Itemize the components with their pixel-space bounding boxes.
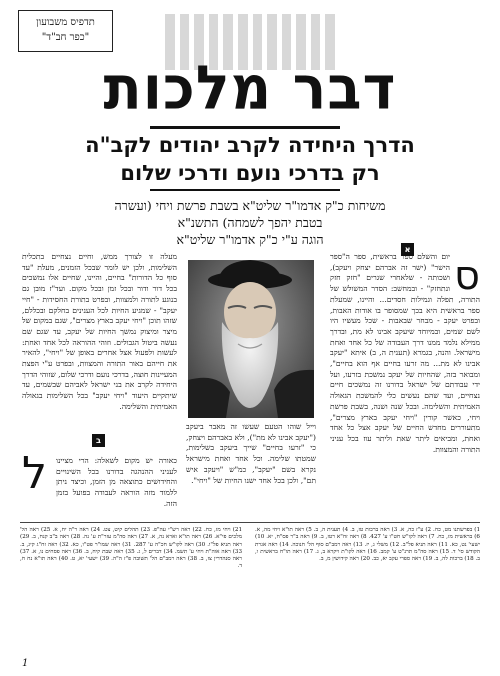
- drop-cap-right: ס: [454, 253, 480, 299]
- subtitle-2: רק בדרכי נועם ודרכי שלום: [120, 161, 380, 185]
- article-text-right: יום והשלם ספר בראשית, ספר ה"ספר הישר" (ישר זה אברהם יצחק ויעקב), ושכותה - שלאחרי שגרים "חזק חזק ונתחזק" - ובמחשב: הסדר המשולש של התורה, תפלה וגמילות חסדים... והיינו, שמעלת ספר בראשית היא בכך שמסופר בו אודות האבות, ובפרט יעקב - מבחר שבאבות - שכל מעשיו היו לשם שמים, ובמיוחד שיעקב אבינו לא מת, ובדרך ממילא נלמד ממנו דרך העבודה של כל אחד ואחת מישראל. והנה, בגמרא (תענית ה, ב) איתא "יעקב אבינו לא מת... מה זרעו בחיים אף הוא בחיים", ומבואר בזה, שהחיות של יעקב נמשכת בזרעו, ועל ידי עבודתם של ישראל בדורנו זה נמשכים חיים נצחיים, ועד שהם נעשים כלי להמשכת הגאולה האמיתית והשלימה. ובכל שנה ושנה, בשבת פרשת ויחי, כאשר קורין "ויחי יעקב בארץ מצרים", מתעוררים מחדש החיים של יעקב אצל כל אחד ואחת, ומביאים ליתר שאת וליתר עוז בכל עניני התורה והמצוות.: [330, 252, 480, 454]
- masthead-title: דבר מלכות: [103, 53, 397, 124]
- footnote-rule: [20, 522, 480, 523]
- source-line-3: הוגה ע"י כ"ק אדמו"ר שליט"א: [176, 232, 324, 247]
- article-column-right: [330, 252, 480, 522]
- subtitle-1: הדרך היחידה לקרב יהודים לקב"ה: [85, 133, 415, 157]
- reprint-line-2: "כפר חב"ד": [41, 32, 90, 43]
- source-line-1: משיחות כ"ק אדמו"ר שליט"א בשבת פרשת ויחי (ועשרה: [114, 198, 386, 213]
- article-text-left-2: כאורה יש מקום לשאלה: הרי מציינו לעניני ההנהגה בדורנו בכל השינויים והחידושים כתוצאה מן הזמן, וכיצד ניתן ללמוד מזה הוראה לעבודה בפועל בזמן הזה.: [56, 456, 177, 508]
- reprint-notice: [18, 10, 113, 52]
- rebbe-photo: [188, 260, 314, 418]
- subtitle-rule: [150, 189, 340, 191]
- reprint-line-1: תדפיס משבועון: [36, 17, 95, 28]
- drop-cap-left: ל: [22, 448, 48, 499]
- section-marker-a: א: [401, 243, 414, 256]
- source-line-2: בטבת יהפך לשמחה) התשנ"א: [177, 215, 323, 230]
- title-rule: [150, 126, 340, 129]
- article-column-middle: [186, 422, 316, 514]
- footnotes-left: 21) ויחי מז, כח. 22) ראה רש"י עה"פ. 23) תהלים קיט, צט. 24) ראה ר"ה יח, א. 25) ראה הל' מלכים פי"א. 26) ראה תו"א וארא נה, א. 27) ראה סה"מ עזר"ת ע' נה. 28) ראה ב"ב קנח, ב. 29) ראה תניא פל"ו. 30) ראה לקו"ש חכ"ה ע' 287. 31) ראה שמו"ר פט"ו, כא. 32) ראה זח"ג קיג, ב. 33) ראה אוה"ת ויחי ע' תשמ. 34) דברים ל, ג. 35) ראה שבת קיח, ב. 36) ראה פסחים נו, א. 37) ראה סנהדרין צז, ב. 38) ראה רמב"ם הל' תשובה פ"ז ה"ה. 39) ישעי' יא, ט. 40) ראה תו"א נח ח, ד.: [20, 527, 242, 570]
- page-number: 1: [22, 658, 29, 669]
- section-marker-b: ב: [92, 434, 105, 447]
- article-text-left: מעלה זו לצורך ממש, וחיים נצחיים בתכלית השלימות, ולכן יש לומר שבכל הזמנים, מעלת "עד סוף כל הדורות" בחיים, והיינו, שחיים אלו נמשכים בכל דור ודור ובכל זמן ובכל מקום. ועד"ז מובן גם בנוגע לתורה ולמצוות, ובפרט בתורת החסידות - "חיי יעקב" - שמגיע החיות לכל הענינים בחלקם ובכללם, שזהו תוכן "ויחי יעקב בארץ מצרים", שגם במקום של מיצר ומיצוק נמשך החיות של יעקב, עד שגם שם נעשה ביטול הגבולים. וזוהי ההוראה לכל אחד ואחת: לעשות ולפעול אצל אחרים באופן של "ויחי", להאיר את חייהם באור התורה והמצוות, ובפרט ע"י הפצת המעיינות חוצה, בדרכי נועם ודרכי שלום, שזוהי הדרך היחידה לקרב את בני ישראל לאביהם שבשמים, עד שיתקיים היעוד "ויחי יעקב" בכל השלימות בגאולה האמיתית והשלימה.: [22, 252, 177, 411]
- footnotes-right: 1) בפרשתנו מט, כח. 2) ע"ז כה, א. 3) ראה ברכות טז, ב. 4) תענית ה, ב. 5) ראה תו"א ויחי מה, א. 6) בראשית מז, כח. 7) ראה לקו"ש חט"ו ע' 427. 8) ראה זח"א רטז, ב. 9) ראה ב"ר פס"ח, יא. 10) ישעי' נט, כא. 11) ראה תניא פל"ב. 12) משלי ג, יז. 13) ראה רמב"ם סוף הל' חנוכה. 14) ראה אגרת הקודש סי' ד. 15) ראה סה"מ תרנ"ט ע' קמב. 16) ראה לקו"ת ויקרא ב, ג. 17) ראה תו"ח בראשית ו, ב. 18) ברכות לה, ב. 19) ראה ספרי עקב יא, כב. 20) ראה קידושין מ, ב.: [255, 527, 480, 563]
- article-text-middle: וייל שוהו הטעם שעשו זה מאבר ביעקב ("יעקב אבינו לא מת"), ולא באברהם ויצחק, כי "זרעו בחיים" שייך ביעקב בשלימות, שמטתו שלימה. וכל אחד ואחת מישראל נקרא בשם "יעקב", כמ"ש "ויעקב איש תם", ולכן בכל אחד ישנו החיות של "ויחי".: [186, 422, 316, 485]
